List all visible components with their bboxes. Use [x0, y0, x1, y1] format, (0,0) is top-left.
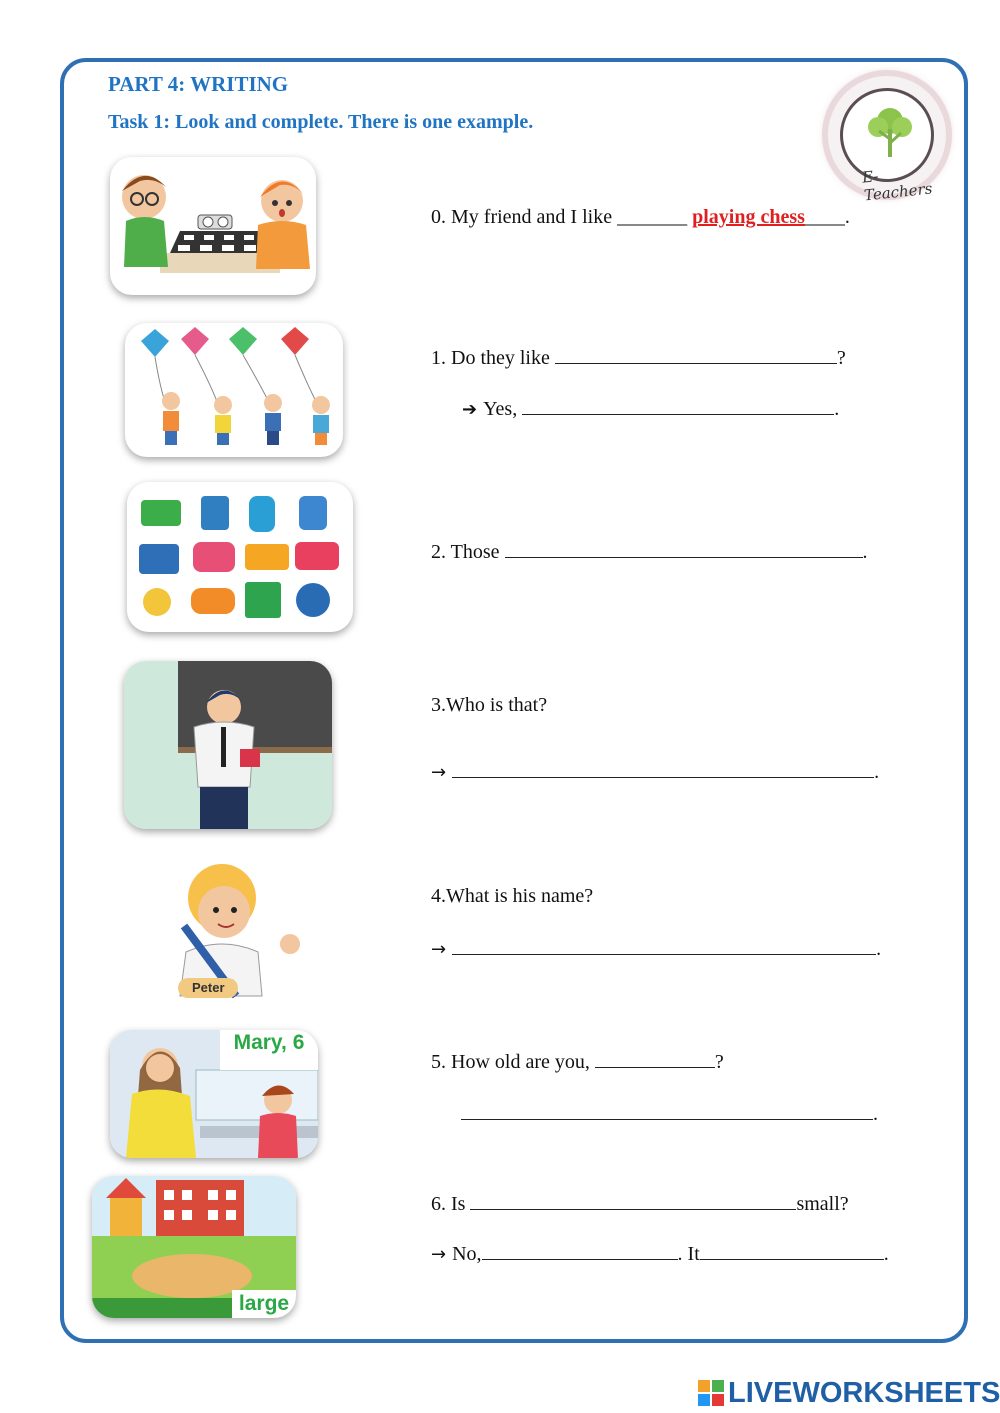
answer-blank-1a[interactable] — [555, 345, 837, 364]
answer-3-end: . — [874, 761, 880, 783]
answer-blank-6a[interactable] — [470, 1191, 796, 1210]
question-1-end: ? — [836, 347, 846, 369]
answer-3 — [431, 759, 879, 784]
answer-blank-5b[interactable] — [461, 1101, 873, 1120]
answer-1 — [462, 396, 839, 421]
answer-blank-5a[interactable] — [595, 1049, 715, 1068]
brand-name: LIVEWORKSHEETS — [728, 1376, 1000, 1409]
question-6 — [431, 1191, 849, 1216]
arrow-right-icon: ➔ — [462, 399, 478, 420]
answer-blank-3[interactable] — [452, 759, 874, 778]
question-4: 4.What is his name? — [431, 885, 594, 907]
answer-6 — [431, 1241, 889, 1266]
question-3: 3.Who is that? — [431, 694, 548, 716]
example-answer: playing chess — [692, 206, 805, 228]
pic-label-peter: Peter — [192, 980, 225, 995]
question-6-end: small? — [796, 1193, 849, 1215]
question-0-text: 0. My friend and I like _______ — [431, 206, 693, 228]
answer-6-text: No, — [452, 1243, 482, 1265]
question-0 — [431, 206, 850, 229]
answer-5-end: . — [873, 1103, 878, 1125]
picture-teacher — [124, 661, 332, 829]
question-5-text: 5. How old are you, — [431, 1051, 590, 1073]
question-1 — [431, 345, 846, 370]
answer-blank-6b[interactable] — [482, 1241, 678, 1260]
answer-blank-2[interactable] — [505, 539, 863, 558]
logo-text: E-Teachers — [861, 166, 934, 205]
question-6-text: 6. Is — [431, 1193, 466, 1215]
part-title: PART 4: WRITING — [108, 72, 289, 96]
question-2-text: 2. Those — [431, 541, 500, 563]
question-5-end: ? — [714, 1051, 724, 1073]
question-0-end: ____. — [804, 206, 850, 228]
arrow-right-icon: → — [431, 762, 447, 783]
answer-6-mid: . It — [677, 1243, 700, 1265]
pic-label-large: large — [232, 1290, 296, 1318]
logo-ring — [840, 88, 934, 205]
question-2-end: . — [862, 541, 868, 563]
answer-blank-4[interactable] — [452, 936, 876, 955]
picture-mary — [110, 1030, 318, 1158]
answer-5 — [461, 1101, 878, 1126]
arrow-right-icon: → — [431, 939, 447, 960]
picture-pencil-sharpeners — [127, 482, 353, 632]
e-teachers-logo — [828, 76, 946, 205]
picture-large-school — [92, 1176, 296, 1318]
answer-1-text: Yes, — [483, 398, 518, 420]
picture-flying-kites — [125, 323, 343, 457]
answer-4-end: . — [876, 938, 882, 960]
answer-blank-1b[interactable] — [522, 396, 834, 415]
picture-peter — [166, 856, 312, 1006]
answer-6-end: . — [883, 1243, 889, 1265]
tree-icon — [865, 105, 915, 161]
picture-playing-chess — [110, 157, 316, 295]
answer-blank-6c[interactable] — [700, 1241, 884, 1260]
task-instruction: Task 1: Look and complete. There is one example. — [108, 111, 534, 133]
question-5 — [431, 1049, 724, 1074]
pic-label-mary: Mary, 6 — [220, 1030, 318, 1070]
question-2 — [431, 539, 868, 564]
answer-1-end: . — [834, 398, 840, 420]
arrow-right-icon: → — [431, 1244, 447, 1265]
answer-4 — [431, 936, 881, 961]
liveworksheets-logo-icon — [698, 1380, 724, 1406]
liveworksheets-brand[interactable] — [698, 1376, 1000, 1410]
question-1-text: 1. Do they like — [431, 347, 550, 369]
